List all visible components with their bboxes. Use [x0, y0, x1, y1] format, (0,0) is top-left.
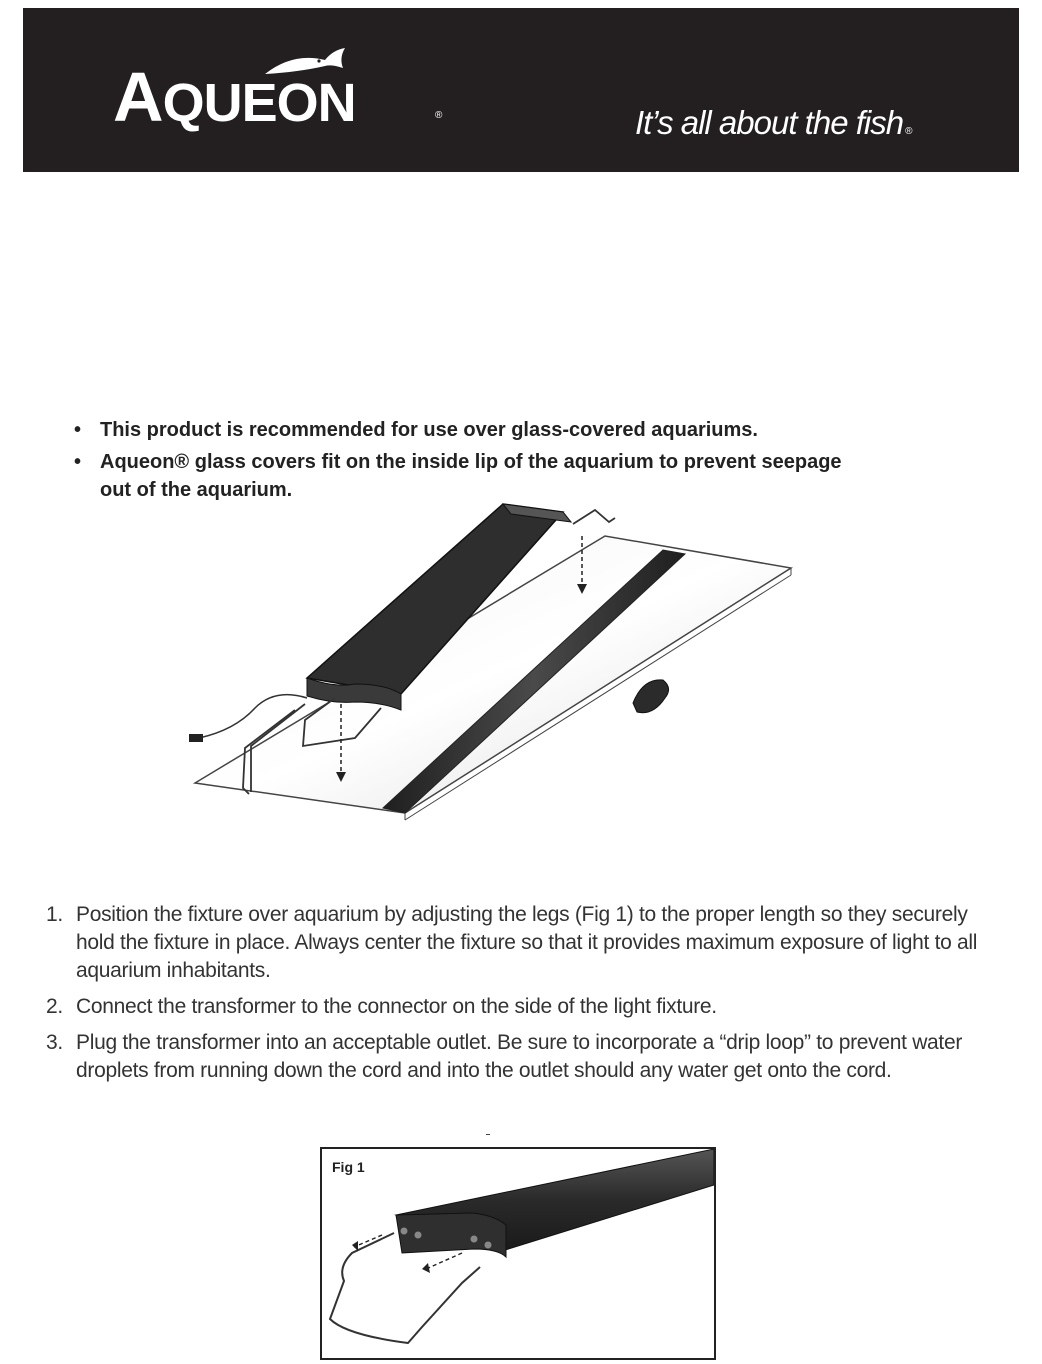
list-item	[46, 993, 1006, 1021]
step-number: 3.	[46, 1031, 63, 1054]
adjustable-leg-illustration	[322, 1149, 714, 1358]
step-number: 1.	[46, 903, 63, 926]
aqueon-logo	[113, 44, 473, 154]
list-item	[46, 901, 1006, 985]
step-text: Connect the transformer to the connector on the side of the light fixture.	[76, 995, 717, 1018]
instruction-steps	[46, 901, 1006, 1093]
figure-label: Fig 1	[332, 1159, 365, 1175]
list-item	[46, 1029, 1006, 1085]
bullet-list	[74, 416, 854, 508]
figure-1	[320, 1147, 716, 1360]
list-item: • Aqueon® glass covers fit on the inside lip of the aquarium to prevent seepage out of the aquarium.	[74, 448, 854, 504]
brand-wordmark: AQUEON	[113, 58, 356, 136]
step-number: 2.	[46, 995, 63, 1018]
tagline: It’s all about the fish ®	[635, 104, 912, 141]
bullet-dot: •	[74, 451, 82, 473]
list-item: • This product is recommended for use over glass-covered aquariums.	[74, 416, 854, 444]
divider	[486, 1134, 490, 1135]
step-text: Plug the transformer into an acceptable outlet. Be sure to incorporate a “drip loop” to prevent water droplets from running down the cord and into the outlet should any water get onto the cord.	[76, 1031, 963, 1082]
registered-mark: ®	[435, 110, 443, 121]
light-fixture-illustration	[185, 498, 805, 828]
bullet-dot: •	[74, 419, 82, 441]
brand-header	[23, 8, 1019, 172]
step-text: Position the fixture over aquarium by adjusting the legs (Fig 1) to the proper length so they securely hold the fixture in place. Always center the fixture so that it provides maximum exposure of light to all aquarium inhabitants.	[76, 903, 978, 982]
